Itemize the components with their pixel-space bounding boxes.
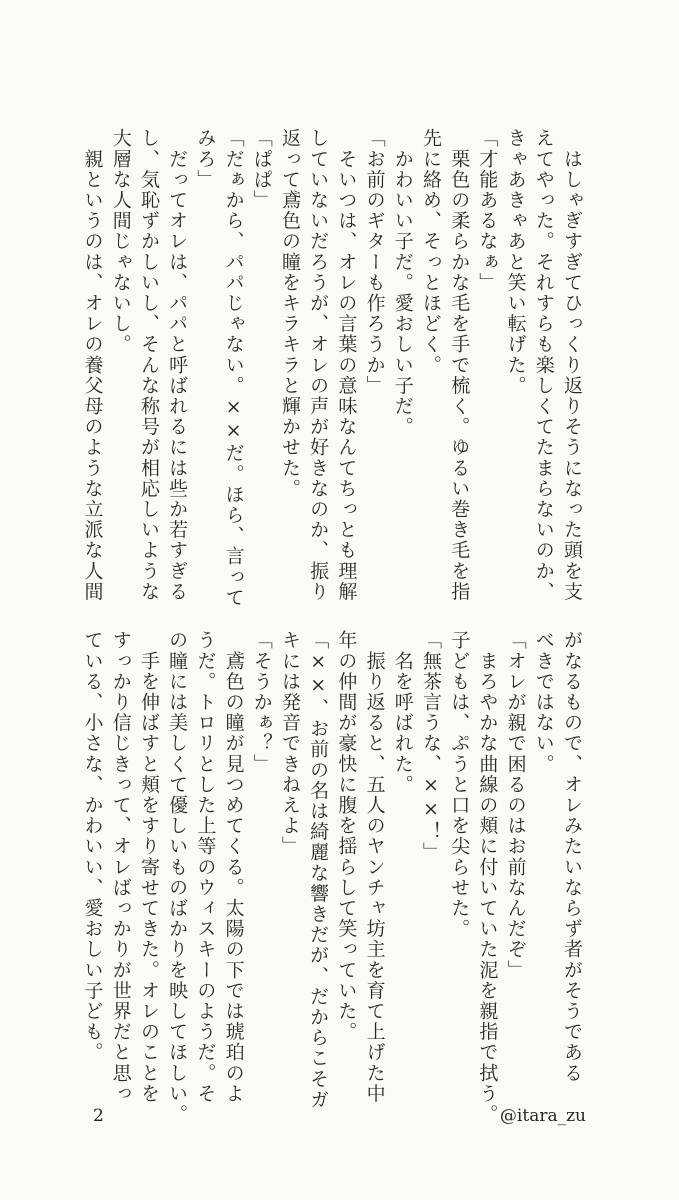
upper-text-line: かわいい子だ。愛おしい子だ。	[391, 128, 414, 437]
lower-text-line: ている、小さな、かわいい、愛おしい子ども。	[81, 630, 104, 1063]
lower-text-line: の瞳には美しくて優しいものばかりを映してほしい。	[166, 630, 189, 1125]
lower-text-line: うだ。トロリとした上等のウィスキーのようだ。そ	[194, 630, 217, 1104]
lower-text-line: 「オレが親で困るのはお前なんだぞ」	[504, 630, 527, 981]
lower-text-line: すっかり信じきって、オレばっかりが世界だと思っ	[109, 630, 132, 1104]
upper-text-line: みろ」	[194, 128, 217, 190]
lower-text-line: 「××、お前の名は綺麗な響きだが、だからこそガ	[307, 630, 330, 1110]
page-number: 2	[93, 1106, 104, 1126]
lower-text-line: 手を伸ばすと頬をすり寄せてきた。オレのことを	[137, 630, 160, 1104]
upper-text-line: 先に絡め、そっとほどく。	[419, 128, 442, 376]
author-handle: @itara_zu	[499, 1106, 586, 1126]
upper-text-line: 「お前のギターも作ろうか」	[363, 128, 386, 396]
upper-text-line: えてやった。それすらも楽しくてたまらないのか、	[532, 128, 555, 602]
upper-text-line: 「ぱぱ」	[250, 128, 273, 211]
lower-text-line: 子どもは、ぷうと口を尖らせた。	[448, 630, 471, 939]
upper-text-line: そいつは、オレの言葉の意味なんてちっとも理解	[335, 128, 358, 602]
upper-text-line: だってオレは、パパと呼ばれるには些か若すぎる	[166, 128, 189, 602]
upper-text-line: 「才能あるなぁ」	[476, 128, 499, 293]
lower-text-line: 「そうかぁ？」	[250, 630, 273, 775]
upper-text-line: していないだろうが、オレの声が好きなのか、振り	[307, 128, 330, 602]
upper-text-block	[78, 128, 586, 608]
lower-text-line: 振り返ると、五人のヤンチャ坊主を育て上げた中	[363, 630, 386, 1104]
upper-text-line: 親というのは、オレの養父母のような立派な人間	[81, 128, 104, 602]
upper-text-line: 返って鳶色の瞳をキラキラと輝かせた。	[278, 128, 301, 499]
lower-text-line: 「無茶言うな、××！」	[419, 630, 442, 863]
upper-text-line: 「だぁから、パパじゃない。××だ。ほら、言って	[222, 128, 245, 608]
upper-text-line: きゃあきゃあと笑い転げた。	[504, 128, 527, 396]
upper-text-line: 栗色の柔らかな毛を手で梳く。ゆるい巻き毛を指	[448, 128, 471, 602]
lower-text-line: 名を呼ばれた。	[391, 630, 414, 795]
lower-text-line: がなるもので、オレみたいならず者がそうである	[561, 630, 583, 1084]
lower-text-line: 鳶色の瞳が見つめてくる。太陽の下では琥珀のよ	[222, 630, 245, 1104]
lower-text-line: べきではない。	[532, 630, 555, 775]
upper-text-line: 大層な人間じゃないし。	[109, 128, 132, 355]
lower-text-line: まろやかな曲線の頬に付いていた泥を親指で拭う。	[476, 630, 499, 1125]
upper-text-line: し、気恥ずかしいし、そんな称号が相応しいような	[137, 128, 160, 602]
lower-text-line: キには発音できねえよ」	[278, 630, 301, 857]
lower-text-line: 年の仲間が豪快に腹を揺らして笑っていた。	[335, 630, 358, 1042]
upper-text-line: はしゃぎすぎてひっくり返りそうになった頭を支	[561, 128, 583, 602]
